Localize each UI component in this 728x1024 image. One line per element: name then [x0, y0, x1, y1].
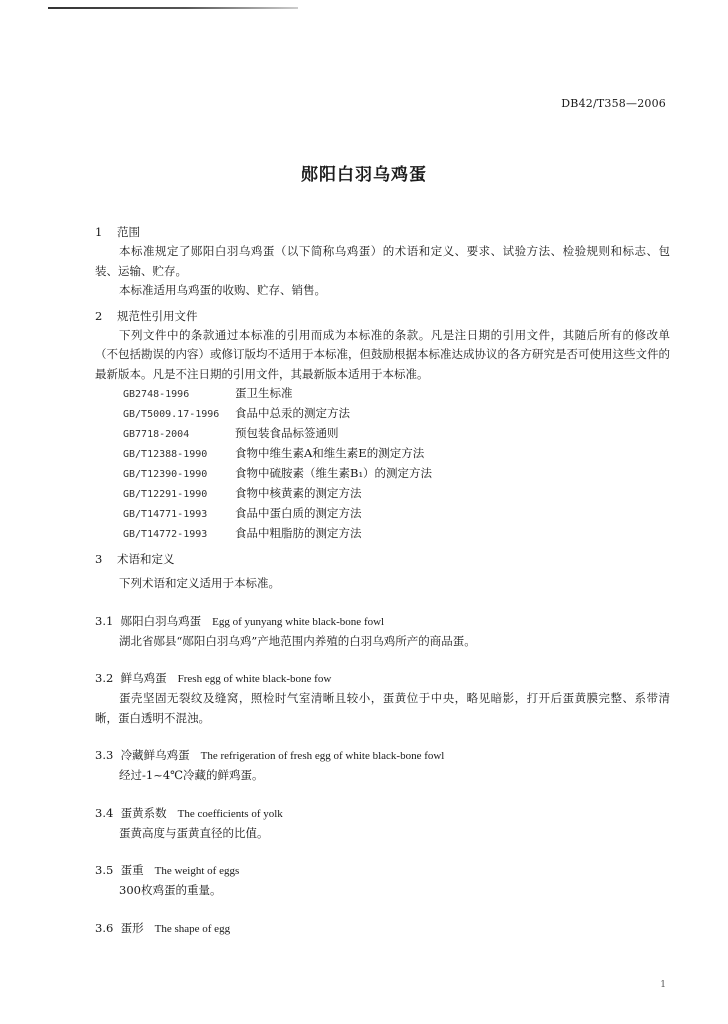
term-number: 3.2	[95, 671, 114, 685]
term-english: The shape of egg	[154, 922, 231, 935]
term-3-2-heading	[95, 668, 670, 689]
reference-item	[123, 424, 670, 444]
section-title: 术语和定义	[117, 552, 175, 566]
reference-list	[95, 384, 670, 544]
scan-artifact-line	[48, 7, 298, 9]
term-english: The coefficients of yolk	[177, 807, 283, 820]
section-title: 范围	[117, 225, 140, 239]
section-number: 3	[95, 552, 103, 566]
reference-item	[123, 444, 670, 464]
term-number: 3.5	[95, 863, 114, 877]
term-3-1-heading	[95, 611, 670, 632]
document-title: 郧阳白羽乌鸡蛋	[301, 165, 427, 185]
reference-code: GB7718-2004	[123, 429, 190, 440]
paragraph: 本标准适用乌鸡蛋的收购、贮存、销售。	[119, 283, 326, 297]
reference-item	[123, 524, 670, 544]
term-title: 冷藏鲜乌鸡蛋	[120, 748, 190, 762]
reference-title: 蛋卫生标准	[235, 386, 293, 400]
reference-code: GB/T12291-1990	[123, 489, 208, 500]
term-english: The weight of eggs	[154, 865, 240, 877]
reference-code: GB/T14772-1993	[123, 529, 208, 540]
paragraph: 下列文件中的条款通过本标准的引用而成为本标准的条款。凡是注日期的引用文件，其随后所有的修改单（不包括勘误的内容）或修订版均不适用于本标准，但鼓励根据本标准达成协议的各方研究是否可使用这些文件的最新版本。凡是不注日期的引用文件，其最新版本适用于本标准。	[95, 327, 670, 381]
reference-item	[123, 484, 670, 504]
term-title: 蛋重	[120, 863, 144, 877]
standard-code: DB42/T358—2006	[561, 97, 666, 110]
reference-title: 食品中总汞的测定方法	[235, 406, 350, 420]
term-3-3-heading	[95, 745, 670, 766]
term-english: Fresh egg of white black-bone fow	[177, 673, 332, 685]
paragraph: 经过-1~4℃冷藏的鲜鸡蛋。	[119, 768, 264, 782]
term-3-5-heading	[95, 860, 670, 881]
section-1-heading	[95, 222, 670, 242]
term-3-4-heading	[95, 803, 670, 824]
reference-title: 食品中蛋白质的测定方法	[235, 506, 362, 520]
paragraph: 蛋壳坚固无裂纹及缝窝，照检时气室清晰且较小，蛋黄位于中央，略见暗影，打开后蛋黄膜完整、系带清晰，蛋白透明不混浊。	[95, 691, 670, 725]
paragraph: 300枚鸡蛋的重量。	[119, 883, 222, 897]
reference-code: GB/T12390-1990	[123, 469, 208, 480]
reference-code: GB/T5009.17-1996	[123, 409, 220, 420]
term-title: 蛋形	[120, 920, 144, 935]
term-number: 3.1	[95, 613, 114, 628]
term-title: 郧阳白羽乌鸡蛋	[120, 613, 202, 628]
reference-item	[123, 404, 670, 424]
term-title: 蛋黄系数	[120, 805, 167, 820]
section-title: 规范性引用文件	[117, 308, 198, 323]
section-number: 1	[95, 225, 103, 239]
paragraph: 本标准规定了郧阳白羽乌鸡蛋（以下简称乌鸡蛋）的术语和定义、要求、试验方法、检验规则和标志、包装、运输、贮存。	[95, 244, 670, 278]
paragraph: 蛋黄高度与蛋黄直径的比值。	[119, 825, 269, 840]
reference-code: GB/T12388-1990	[123, 449, 208, 460]
reference-title: 食品中粗脂肪的测定方法	[235, 526, 362, 540]
term-english: Egg of yunyang white black-bone fowl	[212, 615, 385, 628]
reference-title: 食物中核黄素的测定方法	[235, 486, 362, 500]
paragraph: 下列术语和定义适用于本标准。	[119, 576, 280, 590]
reference-item	[123, 464, 670, 484]
document-body	[95, 222, 670, 939]
section-number: 2	[95, 308, 103, 323]
term-english: The refrigeration of fresh egg of white black-bone fowl	[200, 750, 445, 762]
term-number: 3.3	[95, 748, 114, 762]
reference-code: GB2748-1996	[123, 389, 190, 400]
section-2-heading	[95, 306, 670, 326]
paragraph: 湖北省郧县“郧阳白羽乌鸡”产地范围内养殖的白羽乌鸡所产的商品蛋。	[119, 633, 476, 648]
reference-title: 食物中硫胺素（维生素B₁）的测定方法	[235, 466, 433, 480]
reference-item	[123, 504, 670, 524]
reference-title: 食物中维生素A和维生素E的测定方法	[235, 446, 425, 460]
term-number: 3.4	[95, 805, 114, 820]
reference-title: 预包装食品标签通则	[235, 426, 339, 440]
page-number: 1	[660, 980, 666, 990]
reference-item	[123, 384, 670, 404]
section-3-heading	[95, 549, 670, 569]
term-number: 3.6	[95, 920, 114, 935]
term-3-6-heading	[95, 918, 670, 939]
term-title: 鲜乌鸡蛋	[120, 671, 167, 685]
reference-code: GB/T14771-1993	[123, 509, 208, 520]
